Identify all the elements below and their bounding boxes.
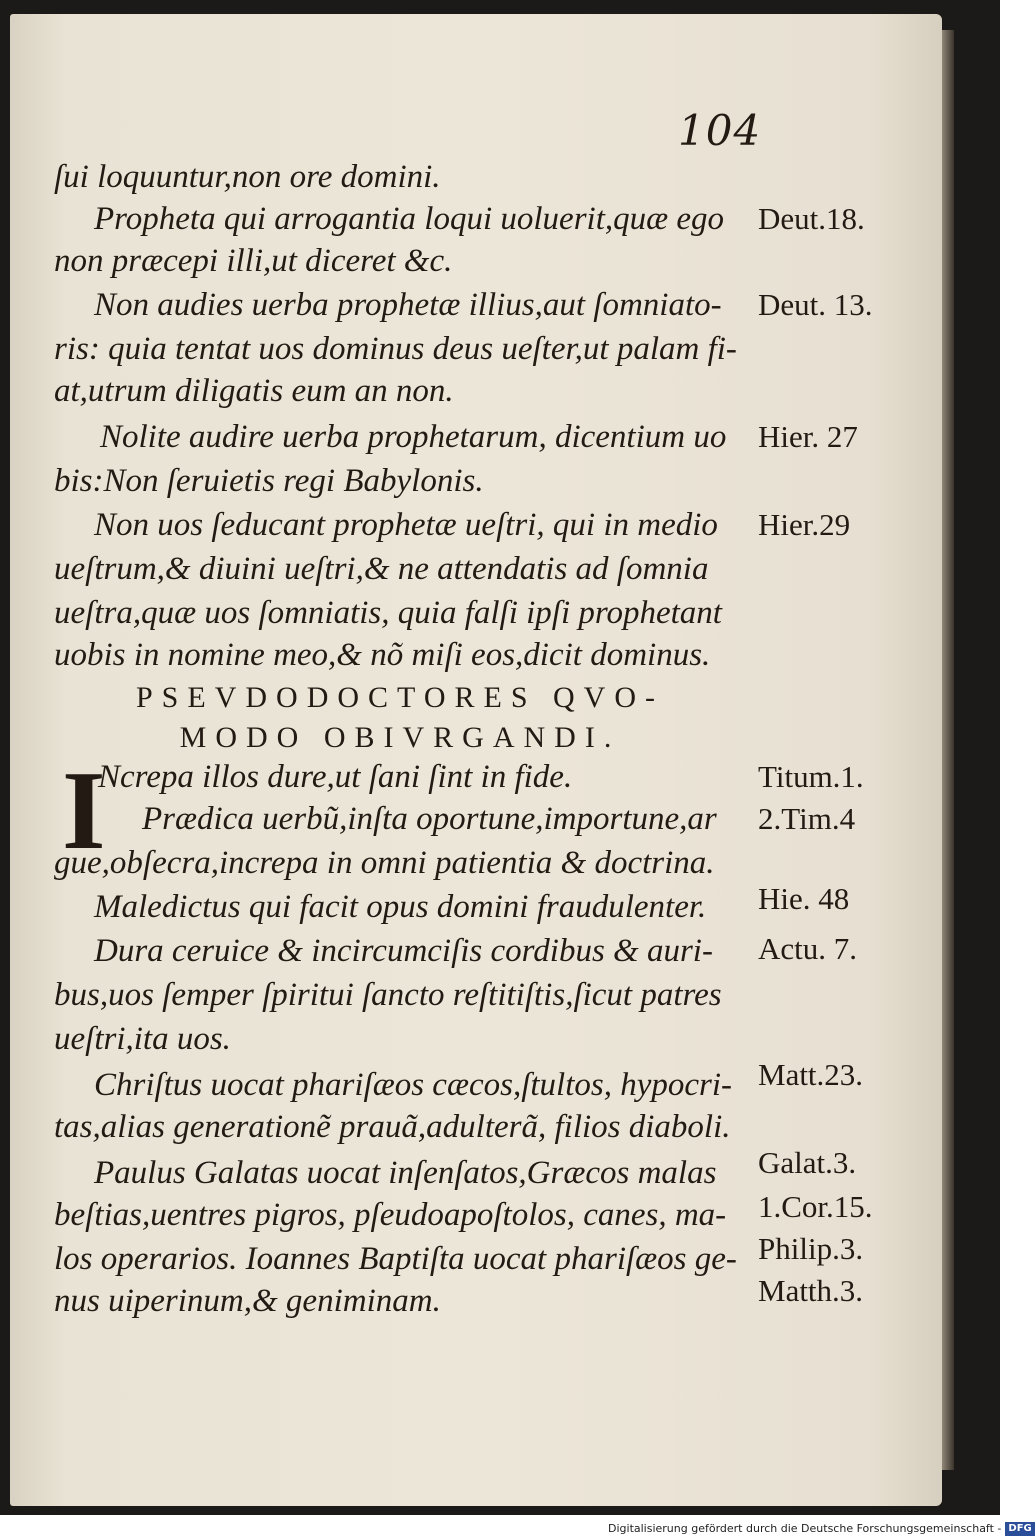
margin-reference: Hier. 27	[758, 419, 858, 454]
margin-reference: Deut.18.	[758, 201, 865, 236]
text-line: nus uiperinum,& geniminam.	[54, 1283, 441, 1319]
text-line: ſui loquuntur,non ore domini.	[54, 159, 441, 195]
margin-reference: Titum.1.	[758, 759, 864, 794]
margin-reference: Philip.3.	[758, 1231, 864, 1266]
text-line: Nolite audire uerba prophetarum, dicentium uo	[100, 419, 727, 455]
text-line: beſtias,uentres pigros, pſeudoapoſtolos, canes, ma-	[54, 1197, 727, 1233]
book-page	[10, 14, 942, 1506]
text-line: Non uos ſeducant prophetæ ueſtri, qui in medio	[94, 507, 718, 543]
section-heading-line2: MODO OBIVRGANDI.	[179, 721, 621, 754]
margin-reference: Hier.29	[758, 507, 851, 542]
text-line: Ncrepa illos dure,ut ſani ſint in fide.	[98, 759, 573, 795]
text-line: Chriſtus uocat phariſæos cæcos,ſtultos, hypocri-	[94, 1067, 733, 1103]
page-number: 104	[678, 106, 762, 155]
dfg-logo: DFG	[1005, 1522, 1034, 1536]
text-line: Paulus Galatas uocat inſenſatos,Græcos malas	[94, 1155, 717, 1191]
text-line: Prædica uerbũ,inſta oportune,importune,ar	[142, 801, 717, 837]
margin-reference: Hie. 48	[758, 881, 850, 916]
text-line: non præcepi illi,ut diceret &c.	[54, 243, 453, 279]
margin-reference: 1.Cor.15.	[758, 1189, 873, 1224]
text-line: bus,uos ſemper ſpiritui ſancto reſtitiſtis,ſicut patres	[54, 977, 722, 1013]
text-line: Dura ceruice & incircumciſis cordibus & auri-	[94, 933, 713, 969]
margin-reference: Galat.3.	[758, 1145, 857, 1180]
text-line: Non audies uerba prophetæ illius,aut ſomniato-	[94, 287, 722, 323]
text-line: ueſtra,quæ uos ſomniatis, quia falſi ipſi prophetant	[54, 595, 722, 631]
text-line: los operarios. Ioannes Baptiſta uocat phariſæos ge-	[54, 1241, 737, 1277]
page-edge	[942, 30, 954, 1470]
text-line: ueſtri,ita uos.	[54, 1021, 231, 1057]
text-line: uobis in nomine meo,& nõ miſi eos,dicit dominus.	[54, 637, 711, 673]
margin-reference: Actu. 7.	[758, 931, 858, 966]
footer-text: Digitalisierung gefördert durch die Deutsche Forschungsgemeinschaft -	[608, 1522, 1002, 1535]
section-heading-line1: PSEVDODOCTORES QVO-	[136, 681, 664, 714]
text-line: ris: quia tentat uos dominus deus ueſter,ut palam fi-	[54, 331, 737, 367]
text-line: ueſtrum,& diuini ueſtri,& ne attendatis ad ſomnia	[54, 551, 709, 587]
margin-reference: Deut. 13.	[758, 287, 873, 322]
margin-reference: 2.Tim.4	[758, 801, 856, 836]
margin-reference: Matth.3.	[758, 1273, 864, 1308]
text-line: gue,obſecra,increpa in omni patientia & doctrina.	[54, 845, 715, 881]
text-line: at,utrum diligatis eum an non.	[54, 373, 454, 409]
text-line: Propheta qui arrogantia loqui uoluerit,quæ ego	[94, 201, 725, 237]
margin-reference: Matt.23.	[758, 1057, 864, 1092]
text-line: bis:Non ſeruietis regi Babylonis.	[54, 463, 484, 499]
digitization-footer	[608, 1520, 1032, 1538]
text-line: tas,alias generationẽ prauã,adulterã, filios diaboli.	[54, 1109, 731, 1145]
text-line: Maledictus qui facit opus domini fraudulenter.	[94, 889, 707, 925]
drop-capital: I	[62, 749, 106, 873]
